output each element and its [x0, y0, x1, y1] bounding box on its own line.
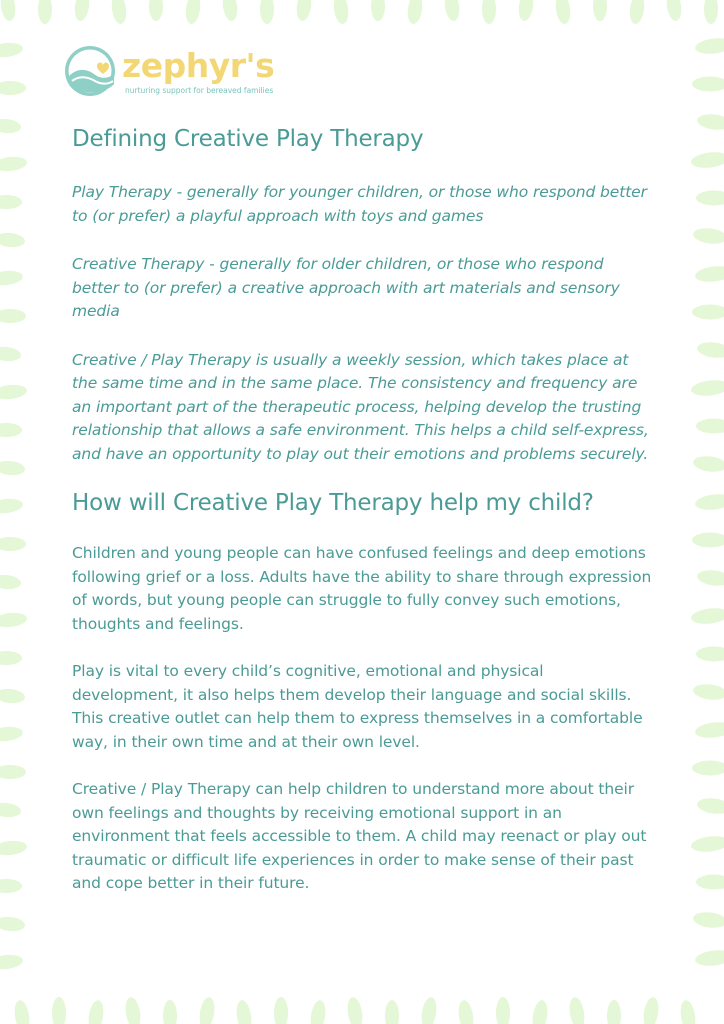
brush-stroke [0, 839, 28, 856]
brush-stroke [628, 0, 646, 25]
brush-stroke [704, 0, 718, 24]
brush-stroke [694, 492, 724, 512]
brush-stroke [309, 999, 328, 1024]
brush-stroke [0, 231, 26, 248]
brush-stroke [385, 1000, 399, 1024]
brush-stroke [0, 423, 22, 437]
paragraph-weekly-session: Creative / Play Therapy is usually a weekly session, which takes place at the same time and in the same place. The consistency and frequency are an important part of the therapeutic process, helping develop the trusting relationship that allows a safe environment. This helps a child self-express, and have an opportunity to play out their emotions and problems securely. [72, 350, 649, 463]
brush-stroke [0, 879, 22, 893]
brush-stroke [295, 0, 313, 22]
brush-stroke [260, 0, 274, 24]
brush-stroke [73, 0, 91, 22]
paragraph-creative-therapy: Creative Therapy - generally for older children, or those who respond better to (or prefer) a creative approach with art materials and sensory media [72, 255, 620, 320]
brush-stroke [665, 0, 683, 22]
brush-stroke [0, 801, 22, 818]
brush-stroke [406, 0, 424, 25]
brush-stroke [696, 647, 724, 662]
brush-stroke [52, 997, 66, 1024]
brush-stroke [274, 997, 288, 1024]
brush-stroke [642, 996, 661, 1024]
brush-stroke [696, 340, 724, 359]
brush-stroke [110, 0, 128, 25]
brush-stroke [0, 41, 24, 58]
brush-stroke [692, 77, 724, 92]
brush-stroke [0, 915, 26, 932]
brush-stroke [0, 195, 22, 209]
brush-stroke [696, 419, 724, 434]
zephyrs-logo [64, 44, 284, 104]
brush-stroke [221, 0, 239, 22]
brush-stroke [690, 150, 724, 170]
brush-stroke [692, 761, 724, 776]
brush-stroke [694, 264, 724, 284]
brush-stroke [690, 834, 724, 854]
paragraph-confused-feelings: Children and young people can have confused feelings and deep emotions following grief or a loss. Adults have the ability to share through expression of words, but young people can struggle to fully convey such emotions, thoughts and feelings. [72, 544, 652, 633]
brush-stroke [420, 996, 439, 1024]
brush-stroke [443, 0, 461, 22]
brush-stroke [38, 0, 52, 24]
brush-stroke [0, 117, 22, 134]
brush-stroke [346, 996, 365, 1024]
brush-stroke [0, 345, 22, 362]
brush-stroke [696, 191, 724, 206]
brush-stroke [332, 0, 350, 25]
brush-stroke [198, 996, 217, 1024]
brush-stroke [694, 720, 724, 740]
paragraph-play-therapy: Play Therapy - generally for younger children, or those who respond better to (or prefer) a playful approach with toys and games [72, 183, 647, 225]
brush-stroke [0, 537, 26, 551]
brush-stroke [692, 454, 724, 473]
brush-stroke [0, 0, 17, 22]
brush-stroke [0, 155, 28, 172]
brush-stroke [692, 226, 724, 245]
brush-stroke [692, 533, 724, 548]
brush-stroke [690, 378, 724, 398]
brush-stroke [163, 1000, 177, 1024]
brush-stroke [0, 459, 26, 476]
brush-stroke [694, 36, 724, 56]
main-content [72, 120, 652, 896]
brush-stroke [692, 910, 724, 929]
brush-stroke [554, 0, 572, 25]
section-heading-defining: Defining Creative Play Therapy [72, 126, 424, 152]
brush-stroke [0, 383, 28, 400]
brush-stroke [496, 997, 510, 1024]
paragraph-play-vital: Play is vital to every child’s cognitive, emotional and physical development, it also helps them develop their language and social skills. This creative outlet can help them to express themselves in a comfortable way, in their own time and at their own level. [72, 662, 643, 751]
brush-stroke [457, 999, 476, 1024]
brush-stroke [607, 1000, 621, 1024]
brush-stroke [482, 0, 496, 24]
brush-stroke [679, 999, 698, 1024]
brush-stroke [0, 573, 22, 590]
brush-stroke [0, 611, 28, 628]
brush-stroke [0, 309, 26, 323]
brush-stroke [235, 999, 254, 1024]
brand-name: zephyr's [122, 46, 275, 85]
brand-tagline: nurturing support for bereaved families [125, 86, 274, 95]
brush-stroke [87, 999, 106, 1024]
brush-stroke [692, 305, 724, 320]
brush-stroke [371, 0, 385, 21]
brush-stroke [0, 497, 24, 514]
brush-stroke [696, 796, 724, 815]
brush-stroke [690, 606, 724, 626]
brush-stroke [13, 999, 32, 1024]
brush-stroke [593, 0, 607, 21]
brush-stroke [0, 269, 24, 286]
brush-stroke [149, 0, 163, 21]
brush-stroke [0, 81, 26, 95]
brush-stroke [696, 875, 724, 890]
brush-stroke [692, 682, 724, 701]
wave-heart-icon [64, 44, 118, 98]
brush-stroke [0, 725, 24, 742]
brush-stroke [124, 996, 143, 1024]
brush-stroke [0, 687, 26, 704]
brush-stroke [531, 999, 550, 1024]
brush-stroke [568, 996, 587, 1024]
brush-stroke [696, 568, 724, 587]
brush-stroke [0, 953, 24, 970]
brush-stroke [694, 948, 724, 968]
brush-stroke [0, 765, 26, 779]
brush-stroke [517, 0, 535, 22]
brush-stroke [184, 0, 202, 25]
brush-stroke [0, 651, 22, 665]
paragraph-understand-feelings: Creative / Play Therapy can help children to understand more about their own feelings and thoughts by receiving emotional support in an environment that feels accessible to them. A child may reenact or play out traumatic or difficult life experiences in order to make sense of their past and cope better in their future. [72, 780, 647, 892]
section-heading-how-help: How will Creative Play Therapy help my child? [72, 490, 594, 516]
brush-stroke [696, 112, 724, 131]
